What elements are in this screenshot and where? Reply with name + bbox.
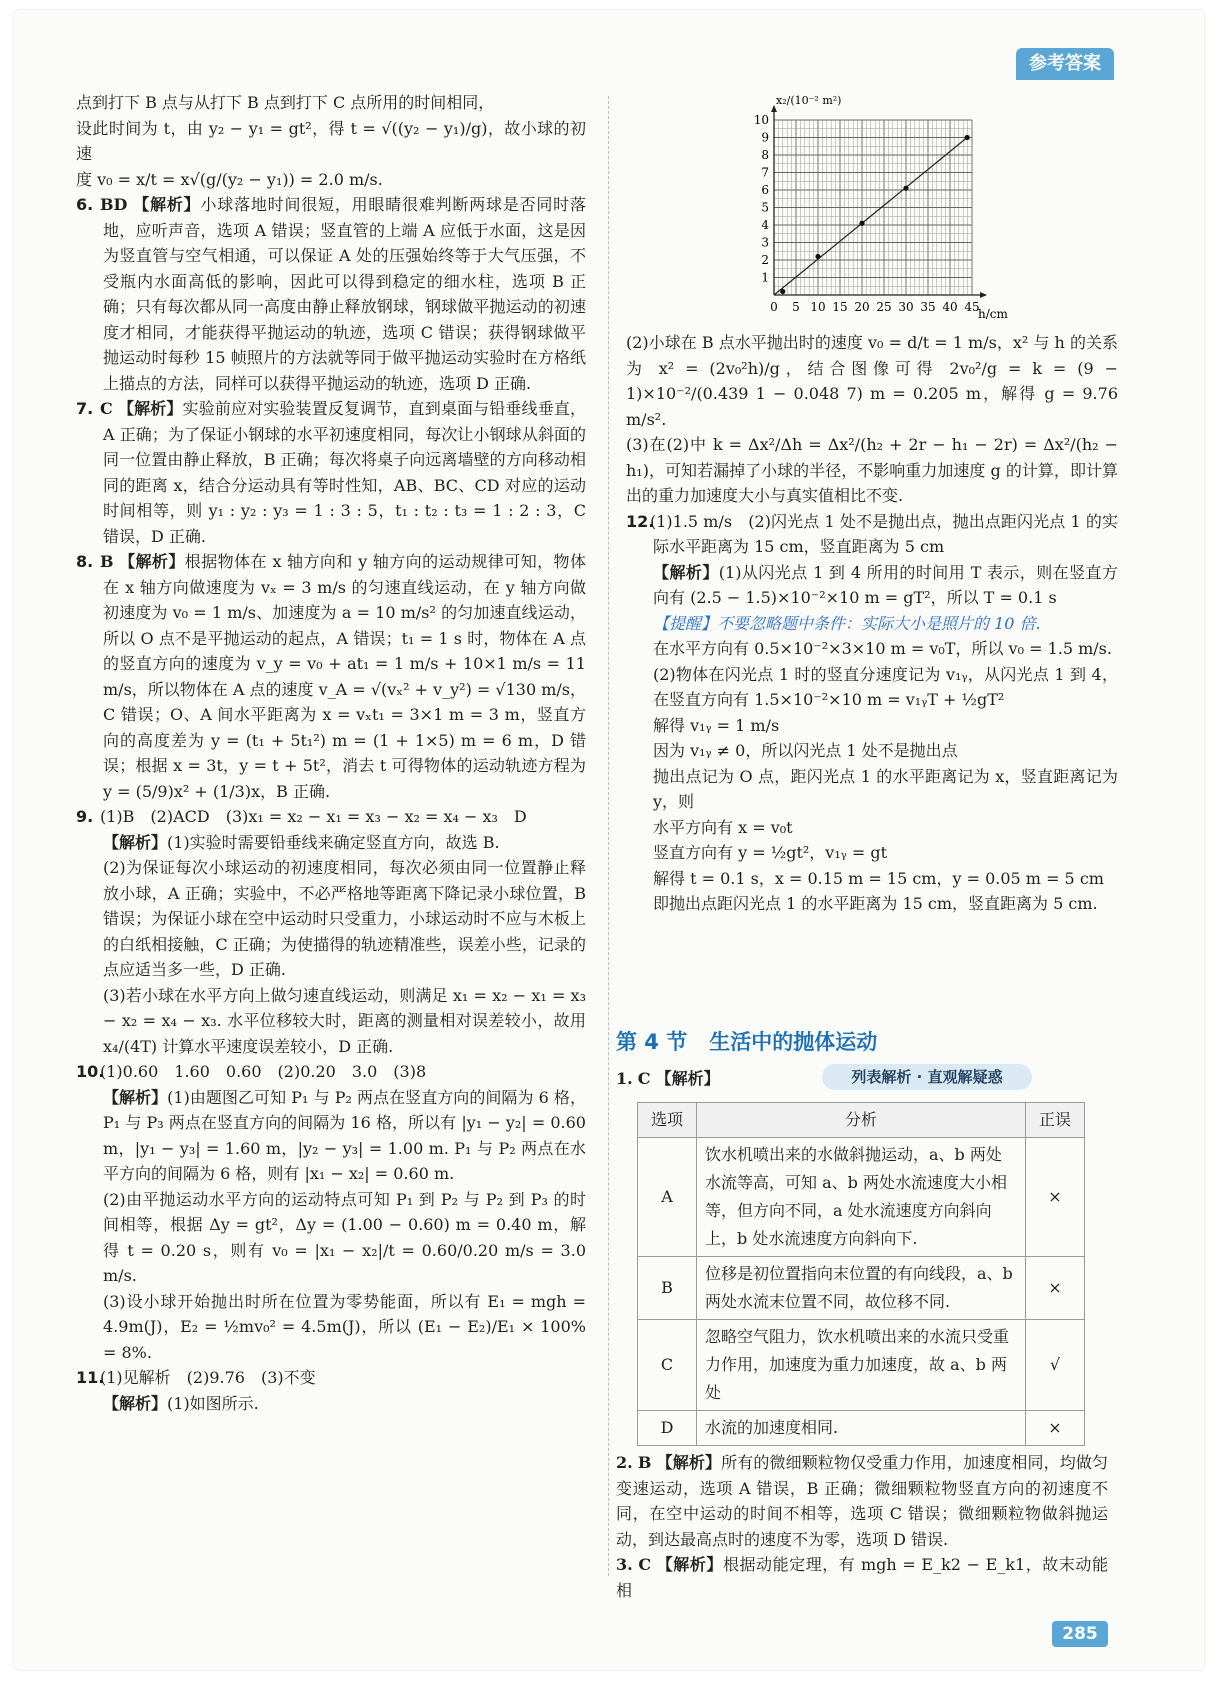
q12-answer: (1)1.5 m/s (2)闪光点 1 处不是抛出点，抛出点距闪光点 1 的实际水平距离为 15 cm，竖直距离为 5 cm bbox=[650, 511, 1118, 556]
row-analysis: 位移是初位置指向末位置的有向线段，a、b 两处水流末位置不同，故位移不同. bbox=[697, 1257, 1026, 1320]
q9-p1-text: (1)实验时需要铅垂线来确定竖直方向，故选 B. bbox=[167, 832, 500, 852]
list-analysis-chip: 列表解析 · 直观解疑惑 bbox=[822, 1064, 1032, 1090]
q7-paragraph bbox=[76, 396, 586, 549]
header-analysis: 分析 bbox=[697, 1103, 1026, 1138]
row-mark: √ bbox=[1026, 1320, 1085, 1411]
section-number: 第 4 节 bbox=[616, 1030, 688, 1054]
y-tick-label: 5 bbox=[761, 200, 769, 215]
q1-tag: 【解析】 bbox=[655, 1069, 720, 1088]
q7-tag: 【解析】 bbox=[117, 399, 183, 418]
q2-answer: B bbox=[637, 1453, 652, 1472]
x-tick-label: 5 bbox=[792, 300, 800, 314]
x-tick-label: 40 bbox=[942, 300, 958, 314]
q10-p2: (2)由平抛运动水平方向的运动特点可知 P₁ 到 P₂ 与 P₂ 到 P₃ 的时间相等，根据 Δy = gt²，Δy = (1.00 − 0.60) m = 0.40 m，解得 t = 0.20 s，则有 v₀ = |x₁ − x₂|/t = 0.60/0.20 m/s = 3.0 m/s. bbox=[103, 1189, 586, 1285]
q11-p3: (3)在(2)中 k = Δx²/Δh = Δx²/(h₂ + 2r − h₁ − 2r) = Δx²/(h₂ − h₁)，可知若漏掉了小球的半径，不影响重力加速度 g 的计算，即计算出的重力加速度大小与真实值相比不变. bbox=[626, 435, 1118, 505]
graph-marks bbox=[774, 135, 970, 295]
x-tick-label: 25 bbox=[876, 300, 892, 314]
x-tick-label: 30 bbox=[898, 300, 914, 314]
table-row bbox=[638, 1320, 1085, 1411]
data-point bbox=[815, 254, 820, 259]
table-row bbox=[638, 1411, 1085, 1446]
row-option: B bbox=[638, 1257, 697, 1320]
q12-p1 bbox=[626, 560, 1118, 611]
y-tick-label: 6 bbox=[761, 183, 769, 197]
graph-grid bbox=[771, 105, 987, 298]
q3-tag: 【解析】 bbox=[656, 1555, 723, 1574]
q9-p2: (2)为保证每次小球运动的初速度相同，每次必须由同一位置静止释放小球，A 正确；实验中，不必严格地等距离下降记录小球位置，B 错误；为保证小球在空中运动时只受重力，小球运动时不应与木板上的白纸相接触，C 正确；为使描得的轨迹精准些，误差小些，记录的点应适当多一些，D 正确. bbox=[103, 858, 586, 979]
section-title: 生活中的抛体运动 bbox=[709, 1030, 878, 1054]
q8-paragraph bbox=[76, 549, 586, 804]
q7-number: 7. bbox=[76, 399, 94, 418]
y-tick-label: 10 bbox=[753, 113, 769, 127]
row-analysis: 水流的加速度相同. bbox=[697, 1411, 1026, 1446]
q8-answer: B bbox=[100, 552, 114, 571]
q8-tag: 【解析】 bbox=[119, 552, 185, 571]
x-tick-label: 0 bbox=[770, 300, 778, 314]
q12-p3: (2)物体在闪光点 1 时的竖直分速度记为 v₁ᵧ，从闪光点 1 到 4，在竖直方向有 1.5×10⁻²×10 m = v₁ᵧT + ½gT² bbox=[653, 664, 1118, 709]
page-number: 285 bbox=[1052, 1621, 1108, 1647]
q11-answer-line bbox=[76, 1365, 586, 1391]
graph-x-axis-label: h/cm bbox=[978, 307, 1008, 321]
q11-tag: 【解析】 bbox=[103, 1393, 168, 1413]
q11-p1-text: (1)如图所示. bbox=[167, 1393, 259, 1413]
header-option: 选项 bbox=[638, 1103, 697, 1138]
y-tick-label: 7 bbox=[761, 165, 769, 180]
x-tick-label: 20 bbox=[854, 300, 870, 314]
data-point bbox=[780, 289, 785, 294]
data-point bbox=[965, 135, 970, 140]
y-tick-label: 9 bbox=[761, 130, 769, 145]
q9-number: 9. bbox=[76, 807, 94, 826]
table-header-row bbox=[638, 1103, 1085, 1138]
q10-p1-text: (1)由题图乙可知 P₁ 与 P₂ 两点在竖直方向的间隔为 6 格，P₁ 与 P₃ 两点在竖直方向的间隔为 16 格，所以有 |y₁ − y₂| = 0.60 m，|y₁ − y₃| = 1.60 m，|y₂ − y₃| = 1.00 m. P₁ 与 P₂ 两点在水平方向的间隔为 6 格，则有 |x₁ − x₂| = 0.60 m. bbox=[103, 1087, 586, 1183]
q9-tag: 【解析】 bbox=[103, 832, 168, 852]
y-tick-label: 8 bbox=[761, 148, 769, 162]
q10-tag: 【解析】 bbox=[103, 1087, 168, 1107]
q2-text: 所有的微细颗粒物仅受重力作用，加速度相同，均做匀变速运动，选项 A 错误，B 正确；微细颗粒物竖直方向的初速度不同，在空中运动的时间不相等，选项 C 错误；微细颗粒物做斜抛运动，到达最高点时的速度不为零，选项 D 错误. bbox=[616, 1453, 1108, 1549]
q1-line bbox=[616, 1066, 720, 1089]
q11-answer: (1)见解析 (2)9.76 (3)不变 bbox=[100, 1368, 316, 1387]
column-divider bbox=[608, 96, 609, 1576]
q12-p6: 抛出点记为 O 点，距闪光点 1 的水平距离记为 x，竖直距离记为 y，则 bbox=[653, 766, 1118, 811]
row-mark: × bbox=[1026, 1138, 1085, 1257]
q6-tag: 【解析】 bbox=[133, 195, 201, 214]
x-axis-arrow bbox=[980, 292, 987, 298]
q10-answer: (1)0.60 1.60 0.60 (2)0.20 3.0 (3)8 bbox=[100, 1062, 427, 1081]
q10-p1 bbox=[76, 1085, 586, 1187]
q12-p9: 解得 t = 0.1 s，x = 0.15 m = 15 cm，y = 0.05 m = 5 cm bbox=[653, 868, 1104, 888]
q2-number: 2. bbox=[616, 1453, 633, 1472]
q12-tag: 【解析】 bbox=[653, 562, 719, 582]
left-line-3: 度 v₀ = x/t = x√(g/(y₂ − y₁)) = 2.0 m/s. bbox=[76, 169, 383, 189]
q12-number: 12. bbox=[626, 511, 655, 531]
data-point bbox=[903, 186, 908, 191]
q12-p8: 竖直方向有 y = ½gt²，v₁ᵧ = gt bbox=[653, 843, 888, 862]
table-row bbox=[638, 1138, 1085, 1257]
q12-p7: 水平方向有 x = v₀t bbox=[653, 817, 793, 837]
q2-tag: 【解析】 bbox=[656, 1453, 722, 1472]
q11-p2: (2)小球在 B 点水平抛出时的速度 v₀ = d/t = 1 m/s，x² 与 h 的关系为 x² = (2v₀²h)/g，结合图像可得 2v₀²/g = k = (9 − 1)×10⁻²/(0.439 1 − 0.048 7) m = 0.205 m，解得 g = 9.76 m/s². bbox=[626, 333, 1118, 429]
answer-tab: 参考答案 bbox=[1016, 48, 1114, 80]
y-tick-label: 3 bbox=[761, 235, 769, 250]
row-analysis: 忽略空气阻力，饮水机喷出来的水流只受重力作用，加速度为重力加速度，故 a、b 两处 bbox=[697, 1320, 1026, 1411]
q3-text: 根据动能定理，有 mgh = E_k2 − E_k1，故末动能相 bbox=[616, 1555, 1108, 1600]
q6-number: 6. bbox=[76, 195, 94, 214]
q2-paragraph bbox=[616, 1450, 1108, 1552]
q12-p2: 在水平方向有 0.5×10⁻²×3×10 m = v₀T，所以 v₀ = 1.5 m/s. bbox=[653, 639, 1112, 658]
q7-text: 实验前应对实验装置反复调节，直到桌面与铅垂线垂直，A 正确；为了保证小钢球的水平初速度相同，每次让小钢球从斜面的同一位置由静止释放，B 正确；每次将桌子向远离墙壁的方向移动相同的距离 x，结合分运动具有等时性知，AB、BC、CD 对应的运动时间相等，则 y₁ : y₂ : y₃ = 1 : 3 : 5，t₁ : t₂ : t₃ = 1 : 2 : 3，C 错误，D 正确. bbox=[103, 399, 586, 546]
q3-answer: C bbox=[638, 1555, 652, 1574]
q6-answer: BD bbox=[100, 195, 128, 214]
q12-p4: 解得 v₁ᵧ = 1 m/s bbox=[653, 715, 780, 735]
q10-answer-line bbox=[76, 1059, 586, 1085]
row-option: D bbox=[638, 1411, 697, 1446]
y-tick-label: 1 bbox=[761, 270, 769, 285]
data-point bbox=[859, 221, 864, 226]
right-column bbox=[626, 330, 1118, 917]
q12-p10: 即抛出点距闪光点 1 的水平距离为 15 cm，竖直距离为 5 cm. bbox=[653, 894, 1098, 913]
q10-p3: (3)设小球开始抛出时所在位置为零势能面，所以有 E₁ = mgh = 4.9m(J)，E₂ = ½mv₀² = 4.5m(J)，所以 (E₁ − E₂)/E₁ × 100% = 8%. bbox=[103, 1291, 586, 1362]
row-mark: × bbox=[1026, 1411, 1085, 1446]
q12-note: 【提醒】不要忽略题中条件：实际大小是照片的 10 倍. bbox=[653, 613, 1041, 633]
q3-number: 3. bbox=[616, 1555, 633, 1574]
q9-p3: (3)若小球在水平方向上做匀速直线运动，则满足 x₁ = x₂ − x₁ = x₃ − x₂ = x₄ − x₃. 水平位移较大时，距离的测量相对误差较小，故用 x₄/(4T) 计算水平速度误差较小，D 正确. bbox=[103, 985, 586, 1056]
option-analysis-table bbox=[637, 1102, 1085, 1446]
q3-paragraph bbox=[616, 1552, 1108, 1603]
x2-h-graph bbox=[740, 90, 1010, 330]
q1-answer: C bbox=[637, 1069, 651, 1088]
q8-text: 根据物体在 x 轴方向和 y 轴方向的运动规律可知，物体在 x 轴方向做速度为 vₓ = 3 m/s 的匀速直线运动，在 y 轴方向做初速度为 v₀ = 1 m/s、加速度为 a = 10 m/s² 的匀加速直线运动，所以 O 点不是平抛运动的起点，A 错误；t₁ = 1 s 时，物体在 A 点的竖直方向的速度为 v_y = v₀ + at₁ = 1 m/s + 10×1 m/s = 11 m/s，所以物体在 A 点的速度 v_A = √(vₓ² + v_y²) = √130 m/s，C 错误；O、A 间水平距离为 x = vₓt₁ = 3×1 m = 3 m，竖直方向的高度差为 y = (t₁ + 5t₁²) m = (1 + 1×5) m = 6 m，D 错误；根据 x = 3t，y = t + 5t²，消去 t 可得物体的运动轨迹方程为 y = (5/9)x² + (1/3)x，B 正确. bbox=[103, 552, 586, 801]
q12-p1-text: (1)从闪光点 1 到 4 所用的时间用 T 表示，则在竖直方向有 (2.5 − 1.5)×10⁻²×10 m = gT²，所以 T = 0.1 s bbox=[653, 562, 1118, 607]
q8-number: 8. bbox=[76, 552, 94, 571]
row-mark: × bbox=[1026, 1257, 1085, 1320]
row-option: C bbox=[638, 1320, 697, 1411]
q7-answer: C bbox=[100, 399, 113, 418]
x-tick-label: 10 bbox=[810, 300, 826, 314]
graph-y-axis-label: x₂/(10⁻² m²) bbox=[776, 94, 842, 107]
y-tick-label: 2 bbox=[761, 253, 769, 267]
table-row bbox=[638, 1257, 1085, 1320]
q9-answer-line bbox=[76, 804, 586, 830]
x-tick-label: 15 bbox=[832, 300, 848, 314]
bottom-answers bbox=[616, 1450, 1108, 1603]
q6-text: 小球落地时间很短，用眼睛很难判断两球是否同时落地，应听声音，选项 A 错误；竖直管的上端 A 应低于水面，这是因为竖直管与空气相通，可以保证 A 处的压强始终等于大气压强，不受瓶内水面高低的影响，因此可以得到稳定的细水柱，选项 B 正确；只有每次都从同一高度由静止释放钢球，钢球做平抛运动的初速度才相同，才能获得平抛运动的轨迹，选项 C 错误；获得钢球做平抛运动时每秒 15 帧照片的方法就等同于做平抛运动实验时在方格纸上描点的方法，同样可以获得平抛运动的轨迹，选项 D 正确. bbox=[103, 195, 586, 393]
q1-number: 1. bbox=[616, 1069, 633, 1088]
header-judgement: 正误 bbox=[1026, 1103, 1085, 1138]
q9-answer: (1)B (2)ACD (3)x₁ = x₂ − x₁ = x₃ − x₂ = x₄ − x₃ D bbox=[100, 807, 527, 826]
x-tick-label: 45 bbox=[964, 300, 980, 314]
x-tick-label: 35 bbox=[920, 300, 936, 314]
section-heading bbox=[616, 1026, 877, 1056]
row-analysis: 饮水机喷出来的水做斜抛运动，a、b 两处水流等高，可知 a、b 两处水流速度大小相等，但方向不同，a 处水流速度方向斜向上，b 处水流速度方向斜向下. bbox=[697, 1138, 1026, 1257]
q10-number: 10. bbox=[76, 1062, 105, 1081]
q11-number: 11. bbox=[76, 1368, 105, 1387]
q6-paragraph bbox=[76, 192, 586, 396]
y-tick-label: 4 bbox=[761, 218, 769, 232]
q11-p1 bbox=[76, 1391, 586, 1417]
row-option: A bbox=[638, 1138, 697, 1257]
q12-p5: 因为 v₁ᵧ ≠ 0，所以闪光点 1 处不是抛出点 bbox=[653, 741, 958, 760]
q12-answer-line bbox=[626, 509, 1118, 560]
left-line-1: 点到打下 B 点与从打下 B 点到打下 C 点所用的时间相同， bbox=[76, 93, 495, 112]
left-column bbox=[76, 90, 586, 1416]
left-line-2: 设此时间为 t，由 y₂ − y₁ = gt²，得 t = √((y₂ − y₁)/g)，故小球的初速 bbox=[76, 118, 586, 163]
q9-p1 bbox=[76, 830, 586, 856]
